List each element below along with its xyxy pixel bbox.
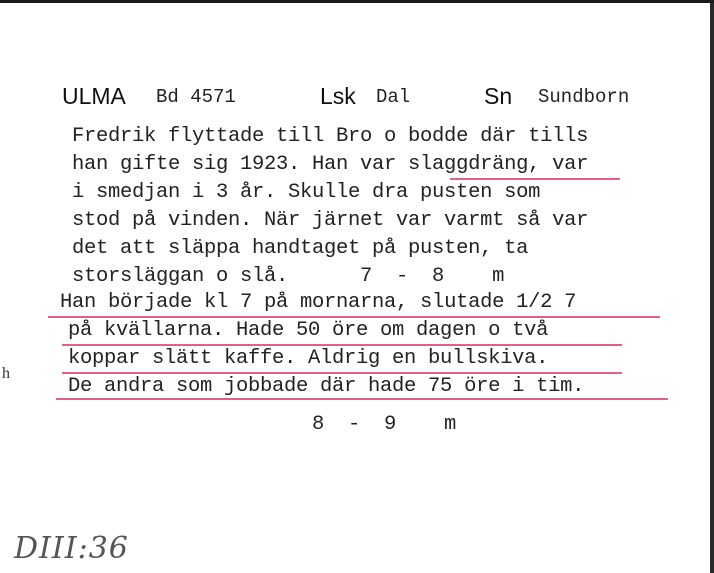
underline-line-10 [56, 398, 668, 400]
underline-line-9 [62, 372, 622, 374]
parish-value: Sundborn [538, 86, 630, 108]
archive-label: ULMA [62, 83, 126, 109]
slaggdrang-underline [450, 178, 620, 180]
body-line-9: koppar slätt kaffe. Aldrig en bullskiva. [68, 347, 549, 370]
body-line-4: stod på vinden. När järnet var varmt så var [72, 209, 589, 232]
handwritten-code: DIII:36 [14, 531, 129, 566]
body-line-10: De andra som jobbade där hade 75 öre i tim. [68, 375, 585, 398]
landscape-label: Lsk [320, 83, 356, 109]
parish-label: Sn [484, 83, 513, 109]
body-line-3: i smedjan i 3 år. Skulle dra pusten som [72, 181, 541, 204]
body-line-8: på kvällarna. Hade 50 öre om dagen o två [68, 319, 549, 342]
body-line-1: Fredrik flyttade till Bro o bodde där tills [72, 125, 589, 148]
underline-line-7 [48, 316, 660, 318]
body-line-5: det att släppa handtaget på pusten, ta [72, 237, 529, 260]
body-line-6: storsläggan o slå. 7 - 8 m [72, 265, 505, 288]
archive-number: Bd 4571 [156, 86, 236, 108]
body-line-7: Han började kl 7 på mornarna, slutade 1/2 7 [60, 291, 577, 314]
body-line-2: han gifte sig 1923. Han var slaggdräng, var [72, 153, 589, 176]
page-range-line: 8 - 9 m [72, 413, 457, 436]
margin-mark: h [2, 365, 10, 382]
landscape-value: Dal [376, 86, 411, 108]
underline-line-8 [62, 344, 622, 346]
